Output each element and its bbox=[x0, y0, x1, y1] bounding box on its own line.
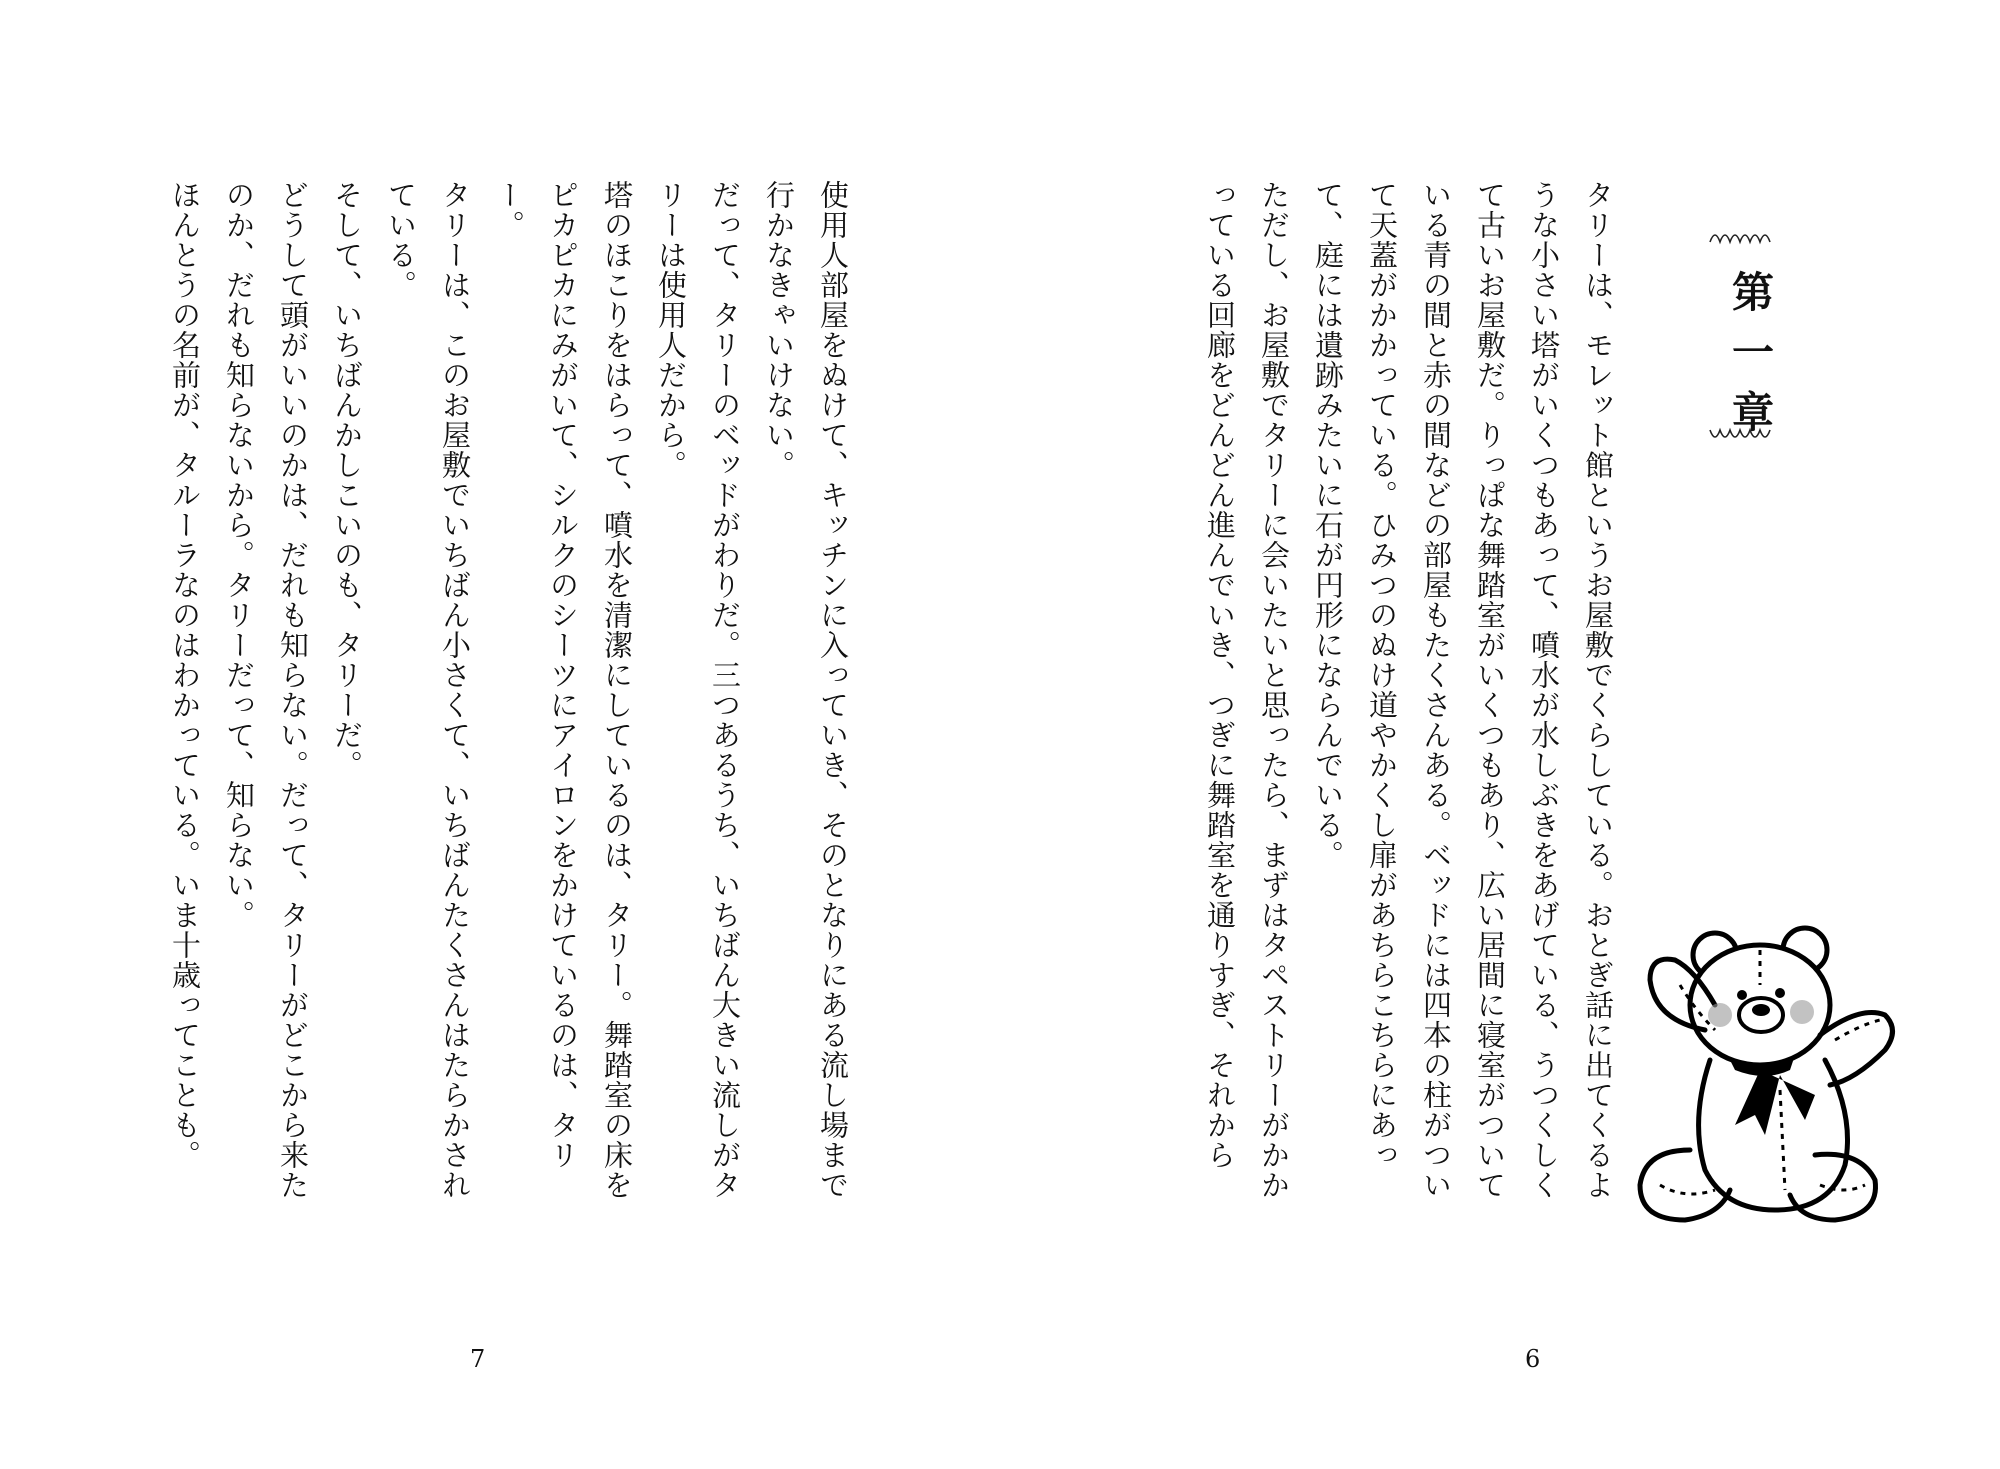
right-paragraph-2: ただし、お屋敷でタリーに会いたいと思ったら、まずはタペストリーがかかっている回廊をどんどん進んでいき、つぎに舞踏室を通りすぎ、それから bbox=[1203, 180, 1291, 1200]
left-paragraph-4: タリーは、このお屋敷でいちばん小さくて、いちばんたくさんはたらかされている。 bbox=[384, 180, 472, 1200]
page-number-right: 6 bbox=[1525, 1345, 1541, 1373]
chapter-title: 第一章 bbox=[1726, 270, 1775, 450]
left-paragraph-1: 使用人部屋をぬけて、キッチンに入っていき、そのとなりにある流し場まで行かなきゃいけない。 bbox=[762, 180, 850, 1200]
left-paragraph-5: そして、いちばんかしこいのも、タリーだ。 bbox=[330, 180, 364, 780]
page-number-left: 7 bbox=[470, 1345, 486, 1373]
right-paragraph-1: タリーは、モレット館というお屋敷でくらしている。おとぎ話に出てくるような小さい塔がいくつもあって、噴水が水しぶきをあげている、うつくしくて古いお屋敷だ。りっぱな舞踏室がいくつもあり、広い居間に寝室がついている青の間と赤の間などの部屋もたくさんある。ベッドには四本の柱がついて天蓋がかかっている。ひみつのぬけ道やかくし扉があちらこちらにあって、庭には遺跡みたいに石が円形にならんでいる。 bbox=[1311, 180, 1615, 1200]
flourish-top-icon bbox=[1705, 222, 1775, 252]
teddy-bear-icon bbox=[1620, 910, 1905, 1240]
left-paragraph-6: どうして頭がいいのかは、だれも知らない。だって、タリーがどこから来たのか、だれも知らないから。タリーだって、知らない。 bbox=[222, 180, 310, 1200]
right-page-body bbox=[1170, 180, 1625, 1220]
left-page-body bbox=[130, 180, 860, 1220]
left-paragraph-2: だって、タリーのベッドがわりだ。三つあるうち、いちばん大きい流しがタリーは使用人だから。 bbox=[654, 180, 742, 1200]
left-paragraph-3: 塔のほこりをはらって、噴水を清潔にしているのは、タリー。舞踏室の床をピカピカにみがいて、シルクのシーツにアイロンをかけているのは、タリー。 bbox=[492, 180, 634, 1200]
flourish-bottom-icon bbox=[1705, 420, 1775, 450]
left-paragraph-7: ほんとうの名前が、タルーラなのはわかっている。いま十歳ってことも。 bbox=[168, 180, 202, 1170]
